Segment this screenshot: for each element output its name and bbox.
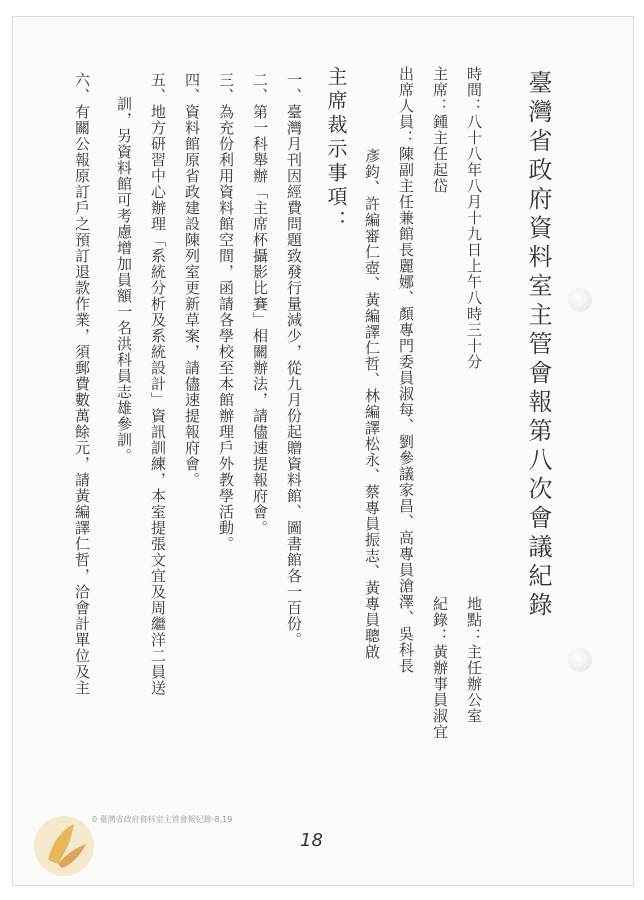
taiwan-archive-logo: [28, 808, 100, 880]
item-4: 四、資料館原省政建設陳列室更新草案，請儘速提報府會。: [183, 72, 201, 488]
page-dimple-top: [568, 288, 592, 312]
item-3: 三、為充份利用資料館空間，函請各學校至本館辦理戶外教學活動。: [217, 72, 235, 552]
item-5: 五、地方研習中心辦理「系統分析及系統設計」資訊訓練，本室提張文宜及周繼洋二員送: [149, 72, 167, 696]
page-number: 18: [300, 830, 323, 851]
meeting-recorder: 紀錄：黃辦事員淑宜: [431, 596, 449, 740]
attendees-line-2: 彥鈞、許編審仁壺、黃編譯仁哲、林編譯松永、蔡專員振志、黃專員聰啟: [363, 148, 381, 660]
meeting-time: 時間：八十八年八月十九日上午八時三十分: [465, 66, 483, 370]
footer-note: 0 臺灣省政府資料室主管會報紀錄-8,19: [92, 815, 233, 824]
item-2: 二、第一科舉辦「主席杯攝影比賽」相關辦法，請儘速提報府會。: [251, 72, 269, 536]
document-title: 臺灣省政府資料室主管會報第八次會議紀錄: [524, 70, 552, 621]
section-heading: 主席裁示事項：: [324, 66, 348, 234]
meeting-chair: 主席：鍾主任起岱: [431, 66, 449, 194]
attendees-line-1: 出席人員：陳副主任兼館長麗娜、顏專門委員淑每、劉參議家昌、高專員滄澤、吳科長: [397, 66, 415, 674]
item-5-continued: 訓，另資料館可考慮增加員額一名洪科員志雄參訓。: [115, 96, 133, 464]
item-6: 六、有關公報原訂戶之預訂退款作業，須郵費數萬餘元，請黃編譯仁哲，洽會計單位及主: [73, 72, 91, 696]
item-1: 一、臺灣月刊因經費問題致發行量減少，從九月份起贈資料館、圖書館各一百份。: [285, 72, 303, 648]
meeting-place: 地點：主任辦公室: [465, 596, 483, 724]
page-dimple-bottom: [568, 648, 592, 672]
